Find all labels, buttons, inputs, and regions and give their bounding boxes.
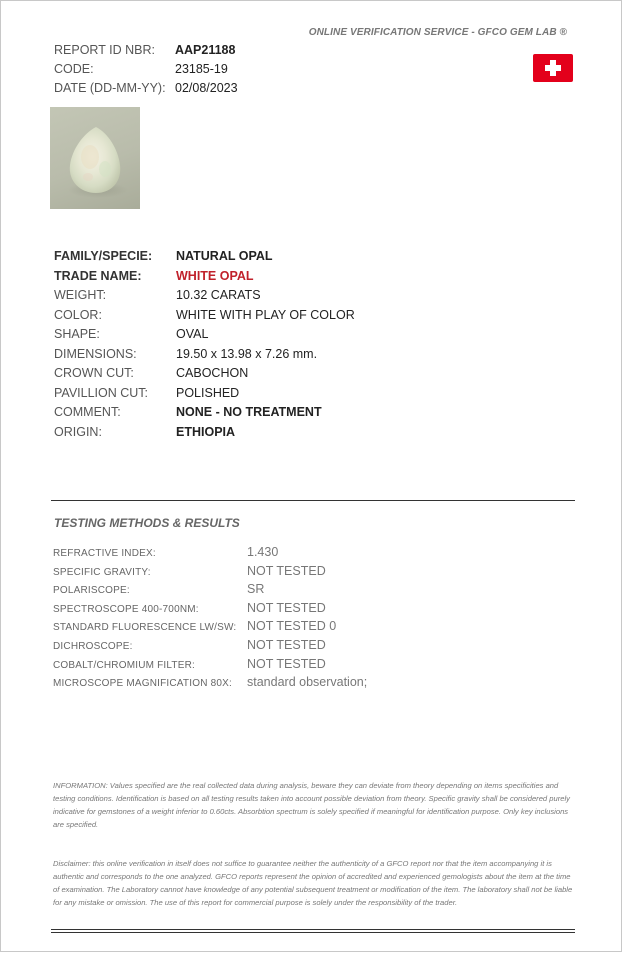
spec-value: POLISHED: [176, 385, 240, 400]
gem-photo: [50, 107, 140, 209]
spec-row-weight: [54, 286, 355, 306]
spec-row-pavillion-cut: [54, 384, 355, 404]
spec-label: DIMENSIONS:: [54, 346, 137, 361]
spec-label: CROWN CUT:: [54, 366, 134, 380]
test-row: [53, 636, 367, 655]
spec-label: TRADE NAME:: [54, 268, 142, 283]
test-label: POLARISCOPE:: [53, 585, 130, 597]
code-row: [54, 60, 238, 79]
test-label: MICROSCOPE MAGNIFICATION 80X:: [53, 678, 232, 690]
test-label: COBALT/CHROMIUM FILTER:: [53, 659, 196, 671]
spec-label: COLOR:: [54, 307, 102, 322]
report-id-row: [54, 41, 238, 60]
swiss-flag-icon: [533, 54, 573, 82]
spec-label: FAMILY/SPECIE:: [54, 249, 153, 263]
spec-label: COMMENT:: [54, 405, 121, 419]
test-value: NOT TESTED: [247, 637, 326, 652]
report-id-label: REPORT ID NBR:: [54, 43, 155, 57]
specs-list: [54, 247, 355, 442]
date-row: [54, 79, 238, 98]
spec-row-comment: [54, 403, 355, 423]
test-row: [53, 617, 367, 636]
spec-value: CABOCHON: [176, 366, 249, 380]
footer-rule-bottom: [51, 932, 575, 933]
test-value: NOT TESTED: [247, 656, 326, 671]
spec-row-color: [54, 306, 355, 326]
report-meta: [54, 41, 238, 98]
date-value: 02/08/2023: [175, 81, 238, 95]
test-label: SPECIFIC GRAVITY:: [53, 566, 151, 578]
spec-label: WEIGHT:: [54, 288, 107, 302]
spec-label: ORIGIN:: [54, 424, 102, 439]
spec-value: NONE - NO TREATMENT: [176, 405, 322, 419]
spec-row-trade-name: [54, 267, 355, 287]
testing-section-title: TESTING METHODS & RESULTS: [54, 516, 240, 530]
spec-value: OVAL: [176, 327, 209, 341]
test-value: NOT TESTED 0: [247, 619, 337, 634]
spec-row-family: [54, 247, 355, 267]
spec-row-crown-cut: [54, 364, 355, 384]
test-value: NOT TESTED: [247, 600, 326, 615]
spec-row-dimensions: [54, 345, 355, 365]
spec-value: NATURAL OPAL: [176, 249, 273, 263]
disclaimer-note: Disclaimer: this online verification in itself does not suffice to guarantee neither the authenticity of a GFCO report nor that the item accompanying it is authentic and corresponds to the one analyzed. GFCO reports represent the opinion of accredited and experienced gemologists about the item at the time of examination. The Laboratory cannot have knowledge of any potential subsequent treatment or modification of the item. The laboratory shall not be liable for any mistake or omission. The use of this report for commercial purpose is solely under the responsibility of the trader.: [53, 859, 573, 908]
test-row: [53, 580, 367, 599]
test-label: SPECTROSCOPE 400-700NM:: [53, 603, 199, 615]
spec-row-shape: [54, 325, 355, 345]
spec-label: SHAPE:: [54, 327, 100, 341]
test-value: standard observation;: [247, 675, 368, 690]
test-label: STANDARD FLUORESCENCE LW/SW:: [53, 622, 237, 634]
code-value: 23185-19: [175, 62, 228, 76]
spec-label: PAVILLION CUT:: [54, 385, 149, 400]
footer-rule-top: [51, 929, 575, 930]
testing-results-list: [53, 543, 367, 692]
date-label: DATE (DD-MM-YY):: [54, 81, 166, 95]
test-row: [53, 655, 367, 674]
spec-value: ETHIOPIA: [176, 424, 236, 439]
spec-value: WHITE OPAL: [176, 268, 254, 283]
information-note: INFORMATION: Values specified are the real collected data during analysis, beware they can deviate from theory depending on items specificities and testing conditions. Identification is based on all testing results taken into account possible deviation from theory. Specific gravity shall be considered purely indicative for gemstones of a weight inferior to 0.60cts. Absorbtion spectrum is solely specified if meaningful for identification purpose. Only key inclusions are specified.: [53, 781, 570, 830]
test-value: NOT TESTED: [247, 563, 326, 578]
report-id-value: AAP21188: [175, 43, 236, 57]
spec-value: 10.32 CARATS: [176, 288, 261, 302]
section-divider: [51, 500, 575, 501]
test-row: [53, 673, 367, 692]
test-row: [53, 562, 367, 581]
test-label: REFRACTIVE INDEX:: [53, 548, 156, 559]
spec-value: 19.50 x 13.98 x 7.26 mm.: [176, 346, 318, 361]
test-value: SR: [247, 582, 265, 597]
test-label: DICHROSCOPE:: [53, 640, 133, 652]
spec-value: WHITE WITH PLAY OF COLOR: [176, 307, 355, 322]
test-row: [53, 599, 367, 618]
opal-image: [50, 107, 140, 209]
spec-row-origin: [54, 423, 355, 443]
test-value: 1.430: [247, 545, 279, 559]
code-label: CODE:: [54, 62, 94, 76]
test-row: [53, 543, 367, 562]
service-header: ONLINE VERIFICATION SERVICE - GFCO GEM LAB ®: [308, 27, 567, 38]
